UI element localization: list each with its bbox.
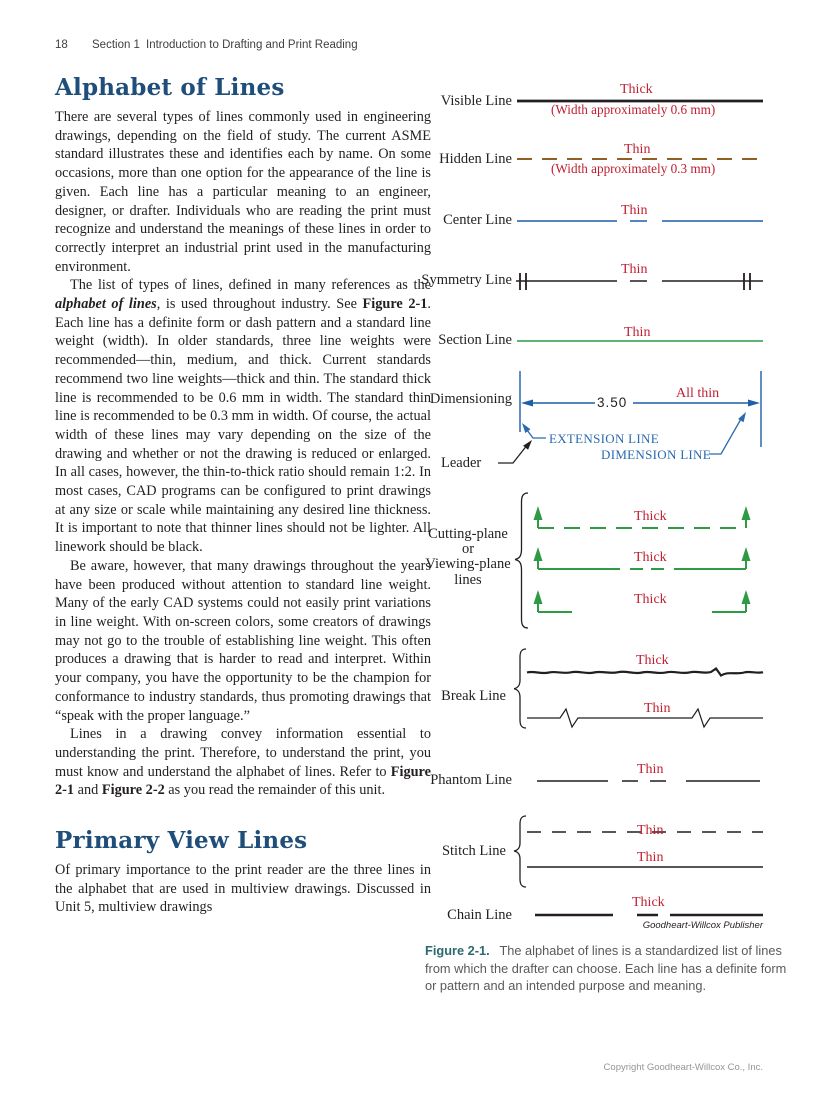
figure-caption-text: The alphabet of lines is a standardized list of lines from which the drafter can choose. Each line has a definite form or pattern and an intended purpose and meaning. xyxy=(425,943,787,993)
text-run: The list of types of lines, defined in many references as the xyxy=(70,277,431,294)
dimension-value: 3.50 xyxy=(597,395,628,410)
section-label: Section 1 xyxy=(92,39,140,51)
label-dimensioning: Dimensioning xyxy=(429,391,512,407)
label-visible-line: Visible Line xyxy=(440,93,512,109)
running-title: Introduction to Drafting and Print Reading xyxy=(146,39,358,51)
label-leader: Leader xyxy=(441,455,482,471)
label-dimension-line: DIMENSION LINE xyxy=(601,447,711,462)
label-viewing-plane: Viewing-plane xyxy=(425,556,511,573)
figure-2-1-reference: Figure 2-1 xyxy=(362,296,428,313)
term-alphabet-of-lines: alphabet of lines xyxy=(55,296,157,313)
label-symmetry-line: Symmetry Line xyxy=(421,272,512,288)
label-section-line: Section Line xyxy=(438,332,512,348)
heading-primary-view-lines: Primary View Lines xyxy=(55,827,308,855)
weight-thin-hidden: Thin xyxy=(624,142,651,157)
paragraph-line-weight-history: Be aware, however, that many drawings throughout the years have been produced without attention to standard line weight. Many of the early CAD systems could not easily print variations in line weight. With on-screen colors, some creators of drawings may not go to the trouble of establishing line weight. This often produces a drawing that is harder to read and interpret. Within your company, you have the opportunity to be the champion for conformance to industry standards, thus promoting drawings that “speak with the proper language.” xyxy=(55,557,431,724)
label-cutting-viewing-plane xyxy=(424,527,512,588)
weight-thin-center: Thin xyxy=(621,203,648,218)
label-or: or xyxy=(461,541,475,558)
weight-thin-break: Thin xyxy=(644,701,671,716)
paragraph-intro: There are several types of lines commonly used in engineering drawings, depending on the field of study. The current ASME standard illustrates these and identifies each by name. On some occasions, more than one option for the appearance of the line is given. Each line has a particular meaning to an engineer, designer, or drafter. Individuals who are reading the print must recognize and understand the meanings of these lines in order to correctly interpret an industrial print used in the manufacturing environment. xyxy=(55,109,431,275)
page-number: 18 xyxy=(55,39,68,51)
label-hidden-line: Hidden Line xyxy=(439,151,512,167)
weight-all-thin: All thin xyxy=(676,386,720,401)
weight-thick-chain: Thick xyxy=(632,895,665,910)
figure-2-2-reference: Figure 2-2 xyxy=(101,782,165,799)
weight-thick-cutting3: Thick xyxy=(634,592,667,607)
label-lines: lines xyxy=(454,571,482,588)
copyright-notice: Copyright Goodheart-Willcox Co., Inc. xyxy=(603,1062,763,1073)
weight-thin-stitch1: Thin xyxy=(637,823,664,838)
publisher-credit: Goodheart-Willcox Publisher xyxy=(642,920,763,931)
weight-thick-break: Thick xyxy=(636,653,669,668)
label-phantom-line: Phantom Line xyxy=(430,772,512,788)
weight-thin-section: Thin xyxy=(624,325,651,340)
text-run: Lines in a drawing convey information essential to understanding the print. Therefore, to understand the print, you must know and understand the alphabet of lines. Refer to xyxy=(55,726,431,780)
weight-thick-cutting1: Thick xyxy=(634,509,667,524)
weight-thin-stitch2: Thin xyxy=(637,850,664,865)
label-cutting-plane: Cutting-plane xyxy=(428,526,508,542)
figure-2-1-reference: Figure 2-1 xyxy=(55,763,431,799)
label-break-line: Break Line xyxy=(441,688,506,704)
figure-caption xyxy=(425,942,797,995)
heading-alphabet-of-lines: Alphabet of Lines xyxy=(55,74,285,101)
cutting-plane-samples xyxy=(515,493,751,628)
label-extension-line: EXTENSION LINE xyxy=(549,431,659,446)
label-center-line: Center Line xyxy=(443,212,512,228)
weight-thick-visible: Thick xyxy=(620,82,653,97)
weight-thin-phantom: Thin xyxy=(637,762,664,777)
text-run: and xyxy=(74,782,102,799)
label-stitch-line: Stitch Line xyxy=(441,843,506,859)
figure-caption-number: Figure 2-1. xyxy=(425,943,497,958)
width-note-0-3mm: (Width approximately 0.3 mm) xyxy=(551,161,716,176)
paragraph-primary-view: Of primary importance to the print reader are the three lines in the alphabet that are used in multiview drawings. Discussed in Unit 5, multiview drawings xyxy=(55,862,431,916)
label-chain-line: Chain Line xyxy=(447,907,512,923)
weight-thin-symmetry: Thin xyxy=(621,262,648,277)
text-run: . Each line has a definite form or dash pattern and a standard line weight (width). In older standards, three line weights were recommended—thin, medium, and thick. Current standards recommend two line weights—thick and thin. The standard thick line is recommended to be 0.6 mm in width. The standard thin line is recommended to be 0.3 mm in width. Of course, the actual width of these lines may vary depending on the size of the drawing and whether or not the drawing is reduced or enlarged. In all cases, however, the thin-to-thick ratio should remain 1:2. In most cases, CAD programs can be configured to print drawings at any size or scale while maintaining any desired line thickness. It is important to note that thinner lines should not be lighter. All linework should be black. xyxy=(55,296,431,556)
weight-thick-cutting2: Thick xyxy=(634,550,667,565)
text-run: , is used throughout industry. See xyxy=(156,296,363,313)
text-run: as you read the remainder of this unit. xyxy=(164,782,386,799)
width-note-0-6mm: (Width approximately 0.6 mm) xyxy=(551,102,716,117)
